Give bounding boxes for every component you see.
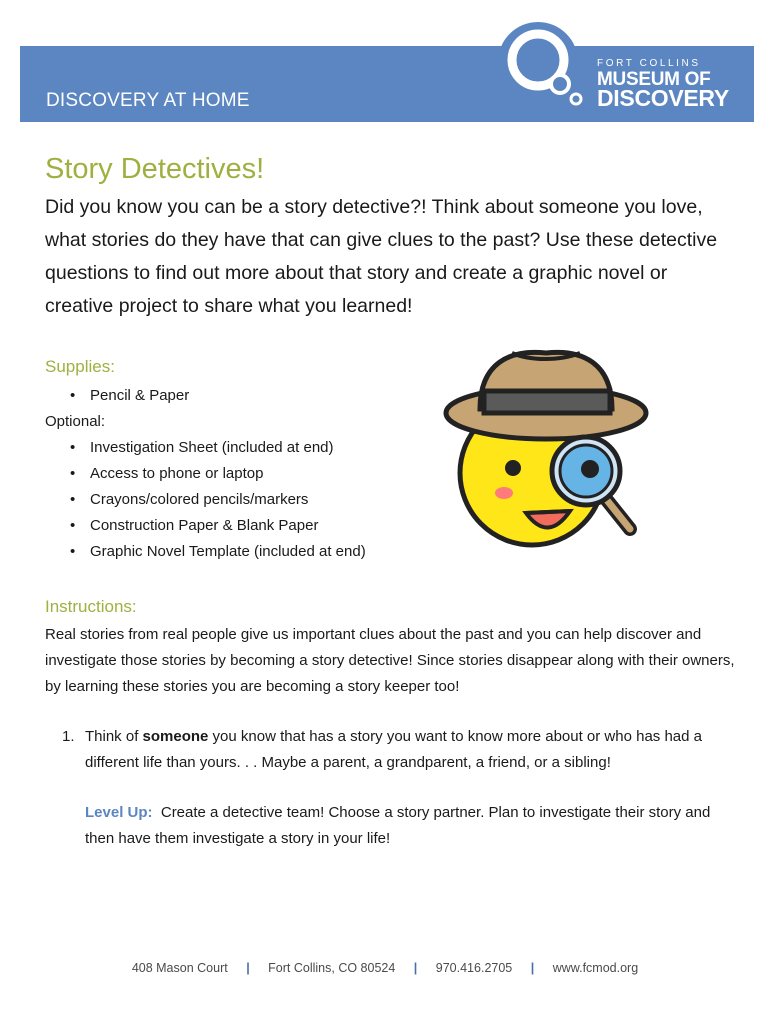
- footer-city: Fort Collins, CO 80524: [268, 961, 396, 975]
- logo-text-museum-of: MUSEUM OF: [597, 69, 711, 90]
- footer-website-link[interactable]: www.fcmod.org: [552, 961, 639, 975]
- supplies-heading: Supplies:: [45, 357, 115, 376]
- step-1: [62, 724, 732, 776]
- step-number: 1.: [62, 728, 75, 745]
- logo-text-fort-collins: FORT COLLINS: [597, 58, 701, 69]
- list-item: • Graphic Novel Template (included at end): [45, 539, 366, 565]
- list-item: • Construction Paper & Blank Paper: [45, 513, 366, 539]
- footer-separator: |: [413, 961, 418, 975]
- step-text-pre: Think of: [85, 728, 143, 745]
- list-item: • Pencil & Paper: [45, 383, 189, 409]
- footer-separator: |: [530, 961, 535, 975]
- intro-paragraph: Did you know you can be a story detective?! Think about someone you love, what stories do they have that can give clues to the past? Use these detective questions to find out more about that story and create a graphic novel or creative project to share what you learned!: [45, 196, 718, 317]
- instructions-paragraph: Real stories from real people give us important clues about the past and you can help discover and investigate those stories by becoming a story detective! Since stories disappear along with their owners, by learning these stories you are becoming a story keeper too!: [45, 626, 735, 695]
- header-label: DISCOVERY AT HOME: [46, 90, 250, 111]
- list-item: • Crayons/colored pencils/markers: [45, 487, 366, 513]
- supplies-required-list: [45, 383, 189, 409]
- step-text-post: you know that has a story you want to know more about or who has had a different life than yours. . . Maybe a parent, a grandparent, a friend, or a sibling!: [85, 728, 703, 771]
- level-up-label: Level Up:: [85, 804, 153, 821]
- optional-label: Optional:: [45, 413, 106, 430]
- detective-emoji-icon: [440, 343, 652, 553]
- logo-text-discovery: DISCOVERY: [597, 85, 729, 111]
- list-item: • Access to phone or laptop: [45, 461, 366, 487]
- level-up-note: [85, 800, 735, 852]
- list-item: • Investigation Sheet (included at end): [45, 435, 366, 461]
- step-text-bold: someone: [142, 728, 209, 745]
- footer-separator: |: [246, 961, 250, 975]
- level-up-text: Create a detective team! Choose a story partner. Plan to investigate their story and then have them investigate a story in your life!: [85, 804, 711, 847]
- supplies-optional-list: [45, 435, 366, 565]
- step-body: [62, 724, 732, 776]
- footer: [0, 961, 770, 975]
- instructions-heading: Instructions:: [45, 597, 137, 616]
- page-title: Story Detectives!: [45, 153, 265, 185]
- footer-address: 408 Mason Court: [131, 961, 228, 975]
- footer-phone: 970.416.2705: [435, 961, 513, 975]
- museum-logo-icon: [490, 14, 586, 110]
